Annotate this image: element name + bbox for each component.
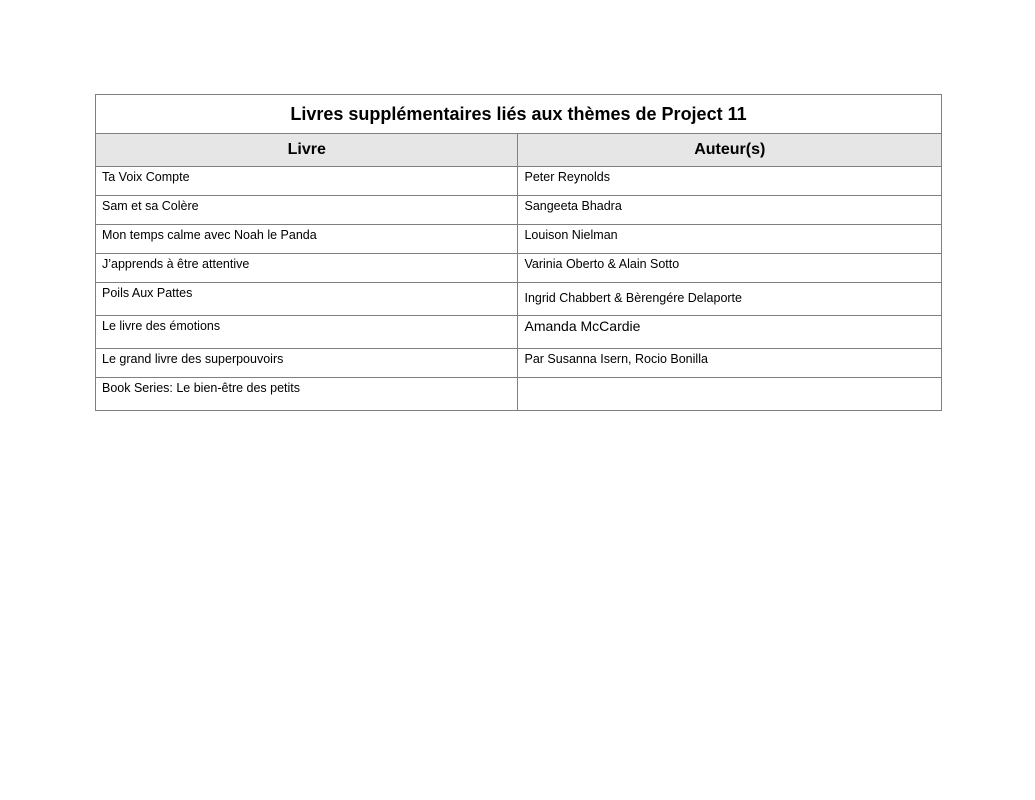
table-row: [96, 316, 942, 349]
author-text: Amanda McCardie: [524, 318, 641, 334]
author-cell: Peter Reynolds: [518, 167, 942, 196]
table-row: [96, 225, 942, 254]
title-row: [96, 95, 942, 134]
table-title: Livres supplémentaires liés aux thèmes de Project 11: [96, 95, 942, 134]
table-row: [96, 349, 942, 378]
book-cell: Sam et sa Colère: [96, 196, 518, 225]
book-cell: J’apprends à être attentive: [96, 254, 518, 283]
table-row: [96, 254, 942, 283]
author-cell: [518, 283, 942, 316]
header-row: [96, 134, 942, 167]
table-row: [96, 167, 942, 196]
author-cell: Sangeeta Bhadra: [518, 196, 942, 225]
book-cell: Ta Voix Compte: [96, 167, 518, 196]
book-cell: Le grand livre des superpouvoirs: [96, 349, 518, 378]
book-cell: Le livre des émotions: [96, 316, 518, 349]
author-cell: Louison Nielman: [518, 225, 942, 254]
book-cell: Poils Aux Pattes: [96, 283, 518, 316]
author-text: Ingrid Chabbert & Bèrengére Delaporte: [524, 291, 742, 305]
author-cell: [518, 378, 942, 411]
header-book: Livre: [96, 134, 518, 167]
books-table: [95, 94, 942, 411]
book-cell: Mon temps calme avec Noah le Panda: [96, 225, 518, 254]
header-author: Auteur(s): [518, 134, 942, 167]
table-row: [96, 283, 942, 316]
book-cell: Book Series: Le bien-être des petits: [96, 378, 518, 411]
author-cell: Varinia Oberto & Alain Sotto: [518, 254, 942, 283]
author-cell: [518, 316, 942, 349]
table-row: [96, 196, 942, 225]
table-row: [96, 378, 942, 411]
author-cell: Par Susanna Isern, Rocio Bonilla: [518, 349, 942, 378]
